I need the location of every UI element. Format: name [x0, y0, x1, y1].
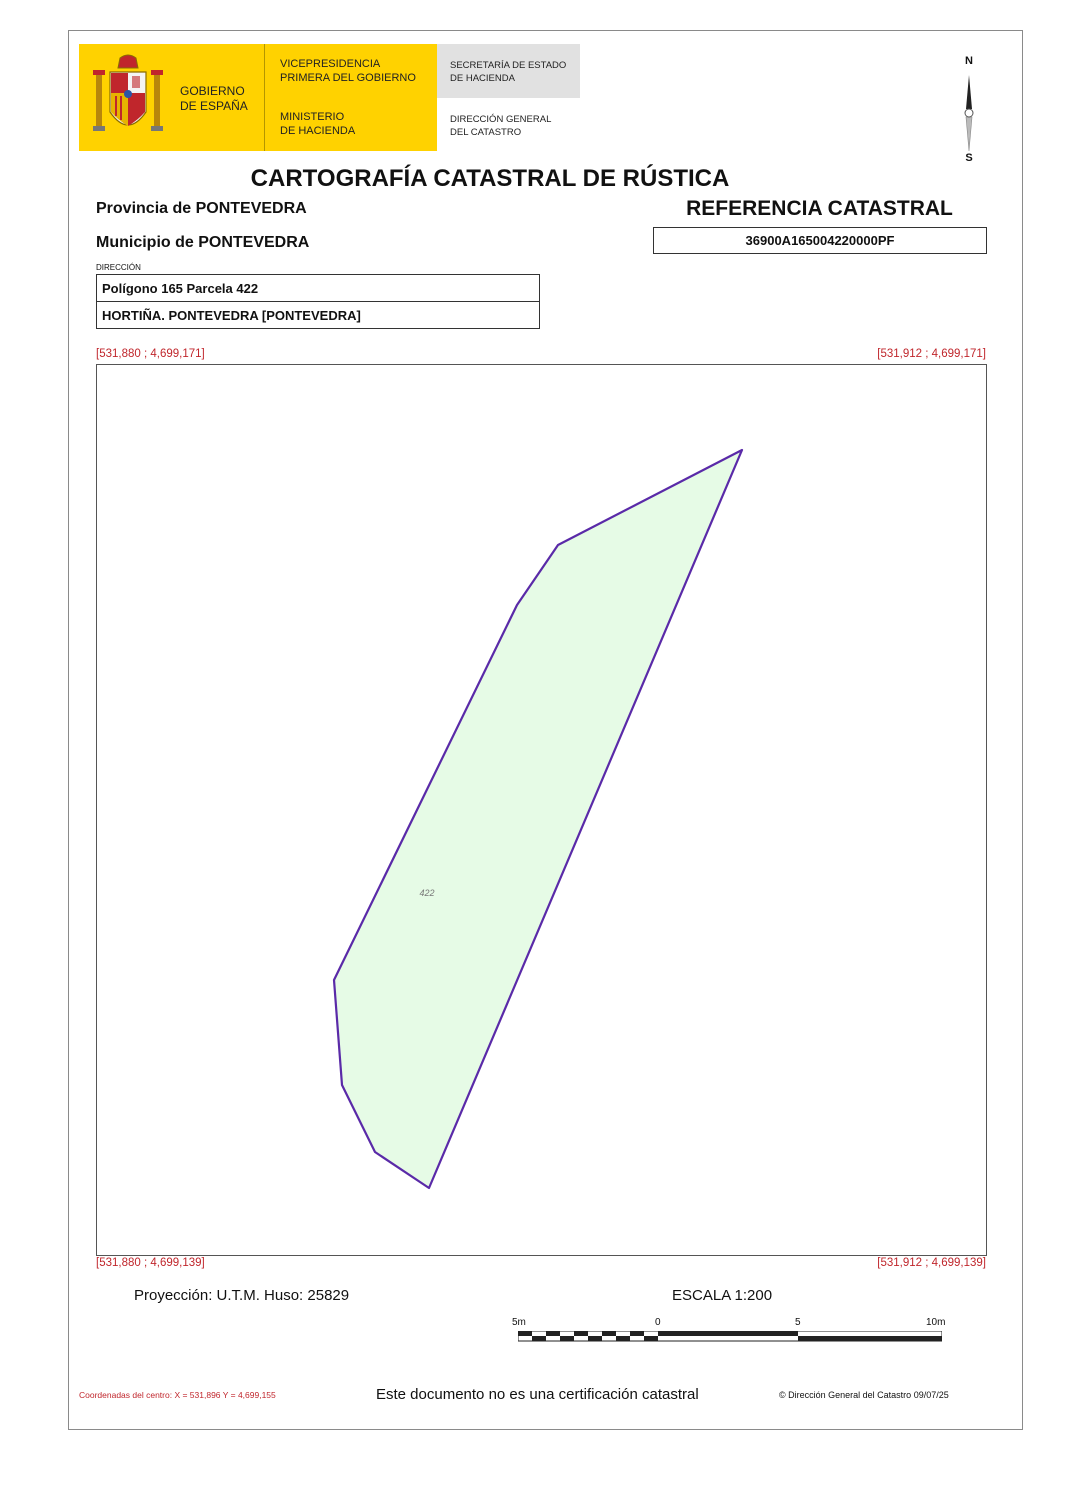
center-coordinates: Coordenadas del centro: X = 531,896 Y = 4,699,155	[79, 1390, 276, 1400]
banner-divider	[264, 44, 265, 151]
vicepresidencia-text	[280, 57, 416, 85]
secretaria-line2: DE HACIENDA	[450, 73, 515, 84]
secretaria-line1: SECRETARÍA DE ESTADO	[450, 60, 567, 71]
scale-bar-graphic	[518, 1331, 942, 1343]
direccion-general-line1: DIRECCIÓN GENERAL	[450, 114, 552, 125]
map-frame[interactable]	[96, 364, 987, 1256]
scale-label-zero: 0	[655, 1317, 661, 1328]
secretaria-text	[450, 59, 566, 85]
coord-top-right: [531,912 ; 4,699,171]	[877, 348, 986, 360]
scale-label-mid: 5	[795, 1317, 801, 1328]
scale-bar	[510, 1317, 950, 1347]
scale-label-right: 10m	[926, 1317, 946, 1328]
ministerio-line2: DE HACIENDA	[280, 125, 356, 137]
direccion-line1: Polígono 165 Parcela 422	[96, 274, 540, 302]
referencia-heading: REFERENCIA CATASTRAL	[686, 197, 953, 220]
gobierno-line1: GOBIERNO	[180, 84, 245, 98]
ministerio-text	[280, 110, 355, 138]
direccion-label: DIRECCIÓN	[96, 263, 141, 272]
scale-label-left: 5m	[512, 1317, 526, 1328]
municipio-label: Municipio de PONTEVEDRA	[96, 234, 310, 251]
page-title: CARTOGRAFÍA CATASTRAL DE RÚSTICA	[250, 165, 730, 192]
coord-bottom-right: [531,912 ; 4,699,139]	[877, 1257, 986, 1269]
no-certification-note: Este documento no es una certificación catastral	[376, 1386, 699, 1403]
gobierno-text	[180, 84, 248, 114]
direccion-general-line2: DEL CATASTRO	[450, 127, 522, 138]
south-label: S	[965, 152, 973, 164]
ministerio-line1: MINISTERIO	[280, 111, 345, 123]
provincia-label: Provincia de PONTEVEDRA	[96, 200, 307, 217]
direccion-general-text	[450, 113, 551, 139]
gobierno-line2: DE ESPAÑA	[180, 99, 248, 113]
compass-needle-icon	[956, 73, 982, 153]
north-arrow	[956, 55, 982, 167]
coord-bottom-left: [531,880 ; 4,699,139]	[96, 1257, 205, 1269]
north-label: N	[965, 55, 973, 67]
parcel-number-label: 422	[419, 888, 435, 898]
direccion-line2: HORTIÑA. PONTEVEDRA [PONTEVEDRA]	[96, 301, 540, 329]
projection-label: Proyección: U.T.M. Huso: 25829	[134, 1287, 350, 1304]
vicepresidencia-line1: VICEPRESIDENCIA	[280, 58, 381, 70]
copyright-note: © Dirección General del Catastro 09/07/25	[779, 1390, 949, 1400]
referencia-value: 36900A165004220000PF	[653, 227, 987, 254]
vicepresidencia-line2: PRIMERA DEL GOBIERNO	[280, 72, 416, 84]
coat-of-arms-icon	[90, 54, 166, 140]
scale-label: ESCALA 1:200	[672, 1287, 773, 1304]
parcel-map	[97, 365, 986, 1255]
coord-top-left: [531,880 ; 4,699,171]	[96, 348, 205, 360]
parcel-polygon[interactable]	[334, 450, 742, 1188]
